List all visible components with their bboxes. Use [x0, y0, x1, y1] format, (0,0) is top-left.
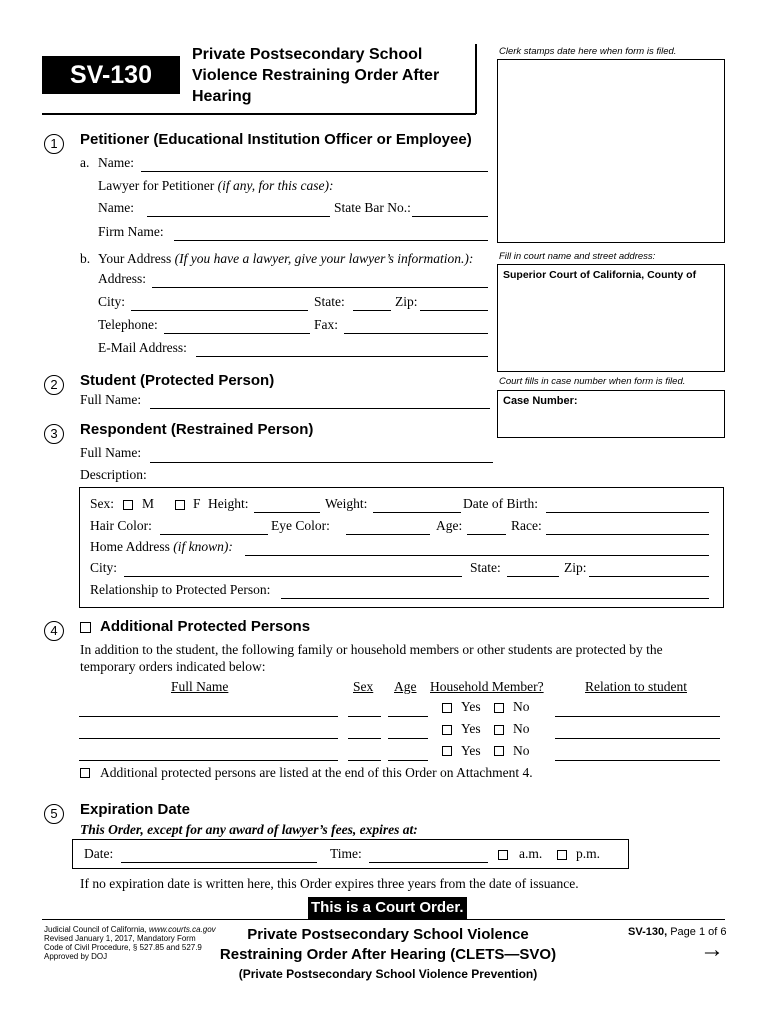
expiration-time-field[interactable]: [369, 862, 488, 863]
city-field[interactable]: [131, 310, 308, 311]
lawyer-heading: [98, 178, 333, 194]
person3-sex-field[interactable]: [348, 760, 381, 761]
footer-form-id: SV-130,: [628, 926, 668, 938]
person3-yes-label: Yes: [461, 743, 481, 758]
footer-left-line4: Approved by DOJ: [44, 952, 108, 961]
eye-color-label: Eye Color:: [271, 518, 330, 533]
form-title: [192, 44, 439, 107]
sex-f-label: F: [193, 496, 201, 511]
person3-age-field[interactable]: [388, 760, 428, 761]
section-3-number: 3: [44, 424, 64, 444]
person3-relation-field[interactable]: [555, 760, 720, 761]
email-field[interactable]: [196, 356, 488, 357]
person1-no-label: No: [513, 699, 530, 714]
relationship-label: Relationship to Protected Person:: [90, 582, 271, 597]
section-2-number: 2: [44, 375, 64, 395]
col-sex-header: Sex: [353, 679, 374, 694]
am-label: a.m.: [519, 846, 543, 861]
person3-name-field[interactable]: [79, 760, 338, 761]
person1-age-field[interactable]: [388, 716, 428, 717]
description-label: Description:: [80, 467, 147, 482]
expiration-date-field[interactable]: [121, 862, 317, 863]
telephone-label: Telephone:: [98, 317, 158, 332]
footer-center-line2: Restraining Order After Hearing (CLETS—SVO): [219, 946, 557, 963]
lawyer-name-label: Name:: [98, 200, 134, 215]
home-address-field[interactable]: [245, 555, 709, 556]
address-heading: [98, 251, 473, 267]
person2-age-field[interactable]: [388, 738, 428, 739]
address-intro: Your Address: [98, 251, 172, 266]
next-page-arrow-icon[interactable]: →: [700, 936, 724, 963]
header-vertical-divider: [475, 44, 477, 114]
home-address-label: Home Address: [90, 539, 170, 554]
address-field[interactable]: [152, 287, 488, 288]
weight-field[interactable]: [373, 512, 461, 513]
section-1-title: Petitioner (Educational Institution Officer or Employee): [80, 131, 472, 148]
person1-sex-field[interactable]: [348, 716, 381, 717]
lawyer-name-field[interactable]: [147, 216, 330, 217]
state-bar-field[interactable]: [412, 216, 488, 217]
footer-website: www.courts.ca.gov: [148, 925, 216, 934]
dob-field[interactable]: [546, 512, 709, 513]
student-full-name-label: Full Name:: [80, 392, 142, 407]
footer-center-line1: Private Postsecondary School Violence: [247, 926, 529, 943]
col-full-name-header: Full Name: [171, 679, 229, 694]
form-id-badge: SV-130: [42, 56, 180, 94]
respondent-full-name-label: Full Name:: [80, 445, 142, 460]
relationship-field[interactable]: [281, 598, 709, 599]
case-number-label: Case Number:: [503, 395, 578, 407]
am-checkbox[interactable]: [498, 850, 508, 860]
section-4-number: 4: [44, 621, 64, 641]
court-fill-note: Fill in court name and street address:: [499, 251, 656, 262]
section-2-title: Student (Protected Person): [80, 372, 275, 389]
age-label: Age:: [436, 518, 463, 533]
lawyer-note: (if any, for this case):: [217, 178, 334, 193]
form-title-line2: Violence Restraining Order After: [192, 67, 440, 84]
person1-yes-checkbox[interactable]: [442, 703, 452, 713]
respondent-city-field[interactable]: [124, 576, 462, 577]
person1-no-checkbox[interactable]: [494, 703, 504, 713]
footer-left-line3: Code of Civil Procedure, § 527.85 and 527.9: [44, 943, 202, 952]
zip-label: Zip:: [395, 294, 418, 309]
section-4-title: Additional Protected Persons: [100, 618, 311, 635]
person1-name-field[interactable]: [79, 716, 338, 717]
person2-yes-label: Yes: [461, 721, 481, 736]
fax-field[interactable]: [344, 333, 488, 334]
age-field[interactable]: [467, 534, 506, 535]
additional-protected-checkbox[interactable]: [80, 622, 91, 633]
attachment-4-checkbox[interactable]: [80, 768, 90, 778]
footer-council: Judicial Council of California,: [44, 925, 147, 934]
telephone-field[interactable]: [164, 333, 310, 334]
eye-color-field[interactable]: [346, 534, 430, 535]
sex-m-label: M: [142, 496, 155, 511]
sex-m-checkbox[interactable]: [123, 500, 133, 510]
form-title-line3: Hearing: [192, 88, 252, 105]
person2-no-checkbox[interactable]: [494, 725, 504, 735]
person1-relation-field[interactable]: [555, 716, 720, 717]
dob-label: Date of Birth:: [463, 496, 538, 511]
footer-left-line2: Revised January 1, 2017, Mandatory Form: [44, 934, 196, 943]
court-order-banner: This is a Court Order.: [308, 897, 467, 919]
expiration-default-note: If no expiration date is written here, this Order expires three years from the date of issuance.: [80, 876, 579, 891]
height-label: Height:: [208, 496, 249, 511]
form-title-line1: Private Postsecondary School: [192, 46, 423, 63]
person1-yes-label: Yes: [461, 699, 481, 714]
hair-color-field[interactable]: [160, 534, 268, 535]
firm-name-field[interactable]: [174, 240, 488, 241]
col-relation-header: Relation to student: [585, 679, 687, 694]
sex-label: Sex:: [90, 496, 115, 511]
respondent-state-label: State:: [470, 560, 501, 575]
state-bar-label: State Bar No.:: [334, 200, 411, 215]
person3-no-checkbox[interactable]: [494, 746, 504, 756]
state-field[interactable]: [353, 310, 391, 311]
petitioner-name-label: Name:: [98, 155, 134, 170]
height-field[interactable]: [254, 512, 320, 513]
clerk-stamp-note: Clerk stamps date here when form is filed.: [499, 46, 677, 57]
firm-name-label: Firm Name:: [98, 224, 164, 239]
col-age-header: Age: [394, 679, 417, 694]
attachment-4-text: Additional protected persons are listed at the end of this Order on Attachment 4.: [100, 765, 533, 780]
footer-page-number: Page 1 of 6: [670, 926, 727, 938]
clerk-stamp-box: [497, 59, 725, 243]
person2-name-field[interactable]: [79, 738, 338, 739]
section-1-number: 1: [44, 134, 64, 154]
expiration-time-label: Time:: [330, 846, 362, 861]
person2-sex-field[interactable]: [348, 738, 381, 739]
race-label: Race:: [511, 518, 542, 533]
footer-center: [212, 925, 564, 983]
section-5-title: Expiration Date: [80, 801, 191, 818]
case-number-note: Court fills in case number when form is filed.: [499, 376, 686, 387]
state-label: State:: [314, 294, 345, 309]
person3-yes-checkbox[interactable]: [442, 746, 452, 756]
city-label: City:: [98, 294, 126, 309]
section-5-number: 5: [44, 804, 64, 824]
student-full-name-field[interactable]: [150, 408, 490, 409]
respondent-city-label: City:: [90, 560, 118, 575]
race-field[interactable]: [546, 534, 709, 535]
respondent-zip-field[interactable]: [589, 576, 709, 577]
footer-center-line3: (Private Postsecondary School Violence Prevention): [238, 967, 538, 981]
court-name-box[interactable]: [497, 264, 725, 372]
pm-checkbox[interactable]: [557, 850, 567, 860]
section-3-title: Respondent (Restrained Person): [80, 421, 314, 438]
footer-left-line1: [44, 925, 216, 934]
home-address-note: (if known):: [173, 539, 233, 554]
hair-color-label: Hair Color:: [90, 518, 152, 533]
address-label: Address:: [98, 271, 146, 286]
footer-rule: [42, 919, 725, 920]
section-1b-label: b.: [80, 251, 91, 266]
weight-label: Weight:: [325, 496, 368, 511]
home-address-heading: [90, 539, 233, 555]
person2-relation-field[interactable]: [555, 738, 720, 739]
respondent-zip-label: Zip:: [564, 560, 587, 575]
respondent-full-name-field[interactable]: [150, 462, 493, 463]
section-4-intro-line1: In addition to the student, the following family or household members or other students are protected by the: [80, 642, 663, 657]
header-underline: [42, 113, 476, 115]
case-number-box[interactable]: [497, 390, 725, 438]
expiration-date-label: Date:: [84, 846, 114, 861]
lawyer-label: Lawyer for Petitioner: [98, 178, 215, 193]
sex-f-checkbox[interactable]: [175, 500, 185, 510]
email-label: E-Mail Address:: [98, 340, 187, 355]
person2-no-label: No: [513, 721, 530, 736]
footer-left: [44, 925, 216, 961]
petitioner-name-field[interactable]: [141, 171, 488, 172]
section-1a-label: a.: [80, 155, 90, 170]
section-5-subtitle: This Order, except for any award of lawyer’s fees, expires at:: [80, 822, 418, 837]
section-4-intro-line2: temporary orders indicated below:: [80, 659, 266, 674]
court-label: Superior Court of California, County of: [503, 269, 697, 281]
person3-no-label: No: [513, 743, 530, 758]
zip-field[interactable]: [420, 310, 488, 311]
fax-label: Fax:: [314, 317, 339, 332]
person2-yes-checkbox[interactable]: [442, 725, 452, 735]
respondent-state-field[interactable]: [507, 576, 559, 577]
address-note: (If you have a lawyer, give your lawyer’s information.):: [174, 251, 474, 266]
pm-label: p.m.: [576, 846, 601, 861]
col-household-header: Household Member?: [430, 679, 544, 694]
